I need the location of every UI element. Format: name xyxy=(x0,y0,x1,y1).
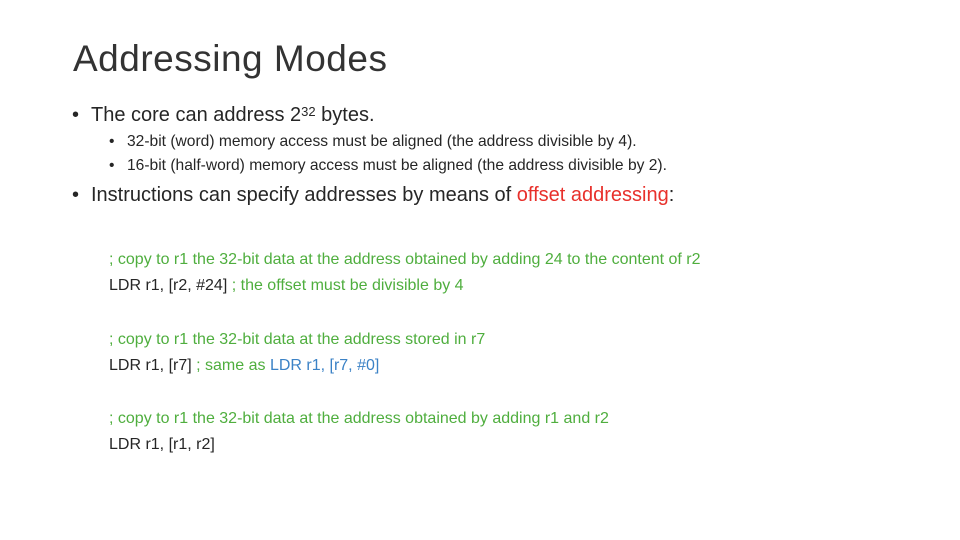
code-instruction: LDR r1, [r2, #24] xyxy=(109,277,228,294)
bullet-address-space xyxy=(72,100,932,130)
slide-title: Addressing Modes xyxy=(73,38,388,79)
bullet-offset-addressing xyxy=(72,180,932,210)
highlight-offset-addressing: offset addressing xyxy=(516,184,669,206)
bullet-text: The core can address 2 xyxy=(91,104,302,126)
code-line xyxy=(109,273,701,299)
code-note: ; same as xyxy=(191,357,270,374)
code-instruction: LDR r1, [r7] xyxy=(109,357,192,374)
code-note: ; the offset must be divisible by 4 xyxy=(227,277,464,294)
code-comment: ; copy to r1 the 32-bit data at the address obtained by adding r1 and r2 xyxy=(109,410,609,427)
sub-bullet-word-alignment: • 32-bit (word) memory access must be aligned (the address divisible by 4). xyxy=(72,130,932,154)
exponent: 32 xyxy=(301,104,316,119)
code-block-3 xyxy=(109,406,609,458)
code-block-1 xyxy=(109,247,701,299)
code-line xyxy=(109,353,485,379)
code-comment: ; copy to r1 the 32-bit data at the address stored in r7 xyxy=(109,331,486,348)
code-comment: ; copy to r1 the 32-bit data at the address obtained by adding 24 to the content of r2 xyxy=(109,251,701,268)
bullet-text-suffix: bytes. xyxy=(315,104,375,126)
bullet-text: Instructions can specify addresses by means of xyxy=(91,184,517,206)
bullet-text-suffix: : xyxy=(668,184,675,206)
slide-content xyxy=(72,100,932,210)
code-reference: LDR r1, [r7, #0] xyxy=(269,357,380,374)
code-block-2 xyxy=(109,327,485,379)
code-instruction: LDR r1, [r1, r2] xyxy=(109,436,215,453)
sub-bullet-halfword-alignment: • 16-bit (half-word) memory access must be aligned (the address divisible by 2). xyxy=(72,154,932,178)
